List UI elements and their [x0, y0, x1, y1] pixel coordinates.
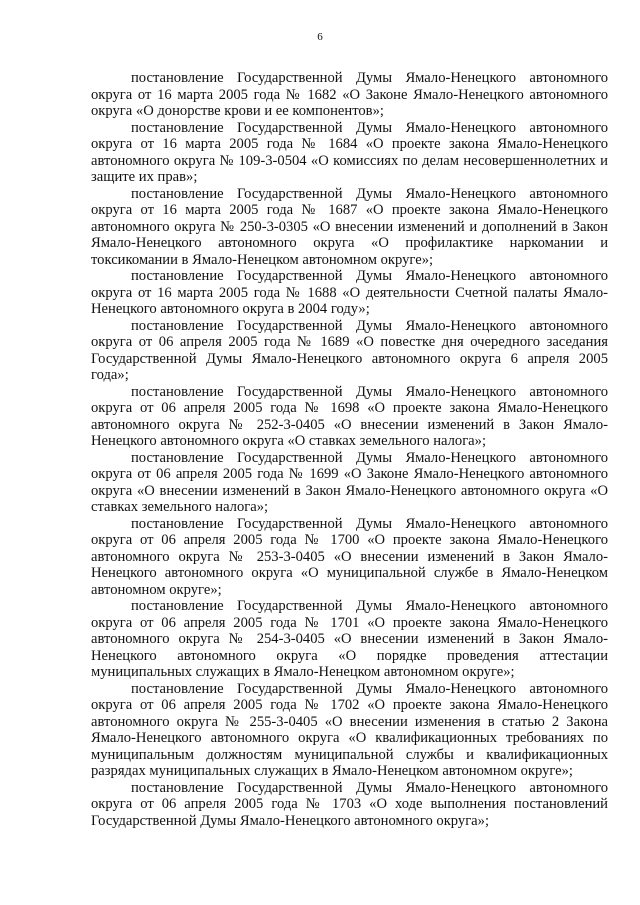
paragraph-10: постановление Государственной Думы Ямало-Ненецкого автономного округа от 06 апреля 2005 года № 1702 «О проекте закона Ямало-Ненецкого автономного округа № 255-3-0405 «О внесении изменения в статью 2 Закона Ямало-Ненецкого автономного округа «О квалификационных требованиях по муниципальным должностям муниципальной службы и квалификационных разрядах муниципальных служащих в Ямало-Ненецком автономном округе»; — [91, 680, 608, 779]
paragraph-4: постановление Государственной Думы Ямало-Ненецкого автономного округа от 16 марта 2005 года № 1688 «О деятельности Счетной палаты Ямало-Ненецкого автономного округа в 2004 году»; — [91, 268, 608, 317]
paragraph-7: постановление Государственной Думы Ямало-Ненецкого автономного округа от 06 апреля 2005 года № 1699 «О Законе Ямало-Ненецкого автономного округа «О внесении изменений в Закон Ямало-Ненецкого автономного округа «О ставках земельного налога»; — [91, 449, 608, 515]
paragraph-8: постановление Государственной Думы Ямало-Ненецкого автономного округа от 06 апреля 2005 года № 1700 «О проекте закона Ямало-Ненецкого автономного округа № 253-3-0405 «О внесении изменений в Закон Ямало-Ненецкого автономного округа «О муниципальной службе в Ямало-Ненецком автономном округе»; — [91, 515, 608, 598]
paragraph-9: постановление Государственной Думы Ямало-Ненецкого автономного округа от 06 апреля 2005 года № 1701 «О проекте закона Ямало-Ненецкого автономного округа № 254-3-0405 «О внесении изменений в Закон Ямало-Ненецкого автономного округа «О порядке проведения аттестации муниципальных служащих в Ямало-Ненецком автономном округе»; — [91, 598, 608, 680]
document-body — [91, 70, 608, 829]
page-number: 6 — [317, 31, 323, 43]
paragraph-5: постановление Государственной Думы Ямало-Ненецкого автономного округа от 06 апреля 2005 года № 1689 «О повестке дня очередного заседания Государственной Думы Ямало-Ненецкого автономного округа 6 апреля 2005 года»; — [91, 317, 608, 383]
paragraph-3: постановление Государственной Думы Ямало-Ненецкого автономного округа от 16 марта 2005 года № 1687 «О проекте закона Ямало-Ненецкого автономного округа № 250-3-0305 «О внесении изменений и дополнений в Закон Ямало-Ненецкого автономного округа «О профилактике наркомании и токсикомании в Ямало-Ненецком автономном округе»; — [91, 185, 608, 268]
paragraph-11: постановление Государственной Думы Ямало-Ненецкого автономного округа от 06 апреля 2005 года № 1703 «О ходе выполнения постановлений Государственной Думы Ямало-Ненецкого автономного округа»; — [91, 779, 608, 829]
paragraph-1: постановление Государственной Думы Ямало-Ненецкого автономного округа от 16 марта 2005 года № 1682 «О Законе Ямало-Ненецкого автономного округа «О донорстве крови и ее компонентов»; — [91, 70, 608, 119]
paragraph-6: постановление Государственной Думы Ямало-Ненецкого автономного округа от 06 апреля 2005 года № 1698 «О проекте закона Ямало-Ненецкого автономного округа № 252-3-0405 «О внесении изменений в Закон Ямало-Ненецкого автономного округа «О ставках земельного налога»; — [91, 383, 608, 449]
paragraph-2: постановление Государственной Думы Ямало-Ненецкого автономного округа от 16 марта 2005 года № 1684 «О проекте закона Ямало-Ненецкого автономного округа № 109-3-0504 «О комиссиях по делам несовершеннолетних и защите их прав»; — [91, 119, 608, 185]
